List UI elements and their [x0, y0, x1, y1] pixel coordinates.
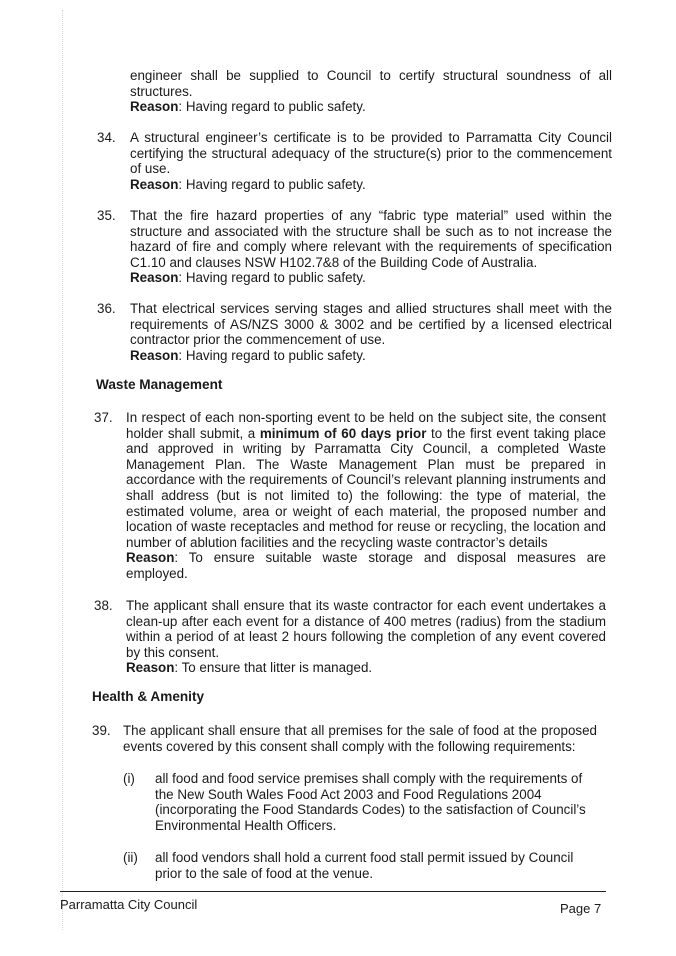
item-37-text-pre: In respect of each non-sporting event to be held on the subject site, the consent holder shall submit, a: [126, 410, 606, 441]
footer-organization: Parramatta City Council: [60, 897, 198, 912]
reason-text: : Having regard to public safety.: [178, 348, 366, 363]
item-34-text: A structural engineer’s certificate is to be provided to Parramatta City Council certifying the structural adequacy of the structure(s) prior to the commencement of use.: [130, 130, 612, 177]
subitem-i-number: (i): [123, 771, 135, 786]
reason-text: : Having regard to public safety.: [178, 99, 366, 114]
item-38-text: The applicant shall ensure that its waste contractor for each event undertakes a clean-up after each event for a distance of 400 metres (radius) from the stadium within a period of at least 2 hours following the completion of any event covered by this consent.: [126, 598, 606, 660]
reason-label: Reason: [126, 550, 175, 565]
item-39-text: The applicant shall ensure that all premises for the sale of food at the proposed events covered by this consent shall comply with the following requirements:: [123, 723, 597, 754]
carry-text: engineer shall be supplied to Council to certify structural soundness of all structures.: [130, 68, 612, 99]
page-number: Page 7: [560, 901, 602, 916]
item-38-reason: [126, 660, 606, 676]
carry-reason: [130, 99, 612, 115]
subitem-ii-number: (ii): [123, 850, 138, 865]
item-38-number: 38.: [94, 598, 113, 613]
reason-label: Reason: [130, 99, 179, 114]
reason-label: Reason: [130, 270, 179, 285]
item-34-number: 34.: [97, 130, 116, 145]
item-36-number: 36.: [97, 301, 116, 316]
item-35-text: That the fire hazard properties of any “fabric type material” used within the structure and associated with the structure shall be such as to not increase the hazard of fire and comply where relevant with the requirements of specification C1.10 and clauses NSW H102.7&8 of the Building Code of Australia.: [130, 208, 612, 270]
reason-label: Reason: [126, 660, 175, 675]
reason-text: : To ensure suitable waste storage and disposal measures are employed.: [126, 550, 606, 581]
reason-text: : To ensure that litter is managed.: [174, 660, 373, 675]
reason-text: : Having regard to public safety.: [178, 177, 366, 192]
subitem-i-text: all food and food service premises shall comply with the requirements of the New South Wales Food Act 2003 and Food Regulations 2004 (incorporating the Food Standards Codes) to the satisfaction of Council’s Environmental Health Officers.: [155, 771, 586, 833]
item-34-reason: [130, 177, 612, 193]
scan-margin-mark: [62, 10, 64, 930]
footer-rule: [60, 891, 606, 892]
item-37-text: [126, 410, 606, 550]
reason-label: Reason: [130, 177, 179, 192]
item-39-number: 39.: [92, 723, 111, 738]
health-amenity-heading: Health & Amenity: [92, 689, 205, 704]
item-35-reason: [130, 270, 612, 286]
item-37-reason: [126, 550, 606, 581]
subitem-ii-text: all food vendors shall hold a current food stall permit issued by Council prior to the sale of food at the venue.: [155, 850, 574, 881]
item-36-reason: [130, 348, 612, 364]
waste-management-heading: Waste Management: [96, 377, 223, 392]
item-36-text: That electrical services serving stages and allied structures shall meet with the requirements of AS/NZS 3000 & 3002 and be certified by a licensed electrical contractor prior the commencement of use.: [130, 301, 612, 348]
item-35-number: 35.: [97, 208, 116, 223]
item-37-text-post: to the first event taking place and approved in writing by Parramatta City Council, a completed Waste Management Plan. The Waste Management Plan must be prepared in accordance with the requirements of Council’s relevant planning instruments and shall address (but is not limited to) the following: the type of material, the estimated volume, area or weight of each material, the proposed number and location of waste receptacles and method for reuse or recycling, the location and number of ablution facilities and the recycling waste contractor’s details: [126, 425, 606, 550]
reason-text: : Having regard to public safety.: [178, 270, 366, 285]
item-37-deadline: minimum of 60 days prior: [259, 425, 427, 441]
reason-label: Reason: [130, 348, 179, 363]
item-37-number: 37.: [94, 410, 113, 425]
